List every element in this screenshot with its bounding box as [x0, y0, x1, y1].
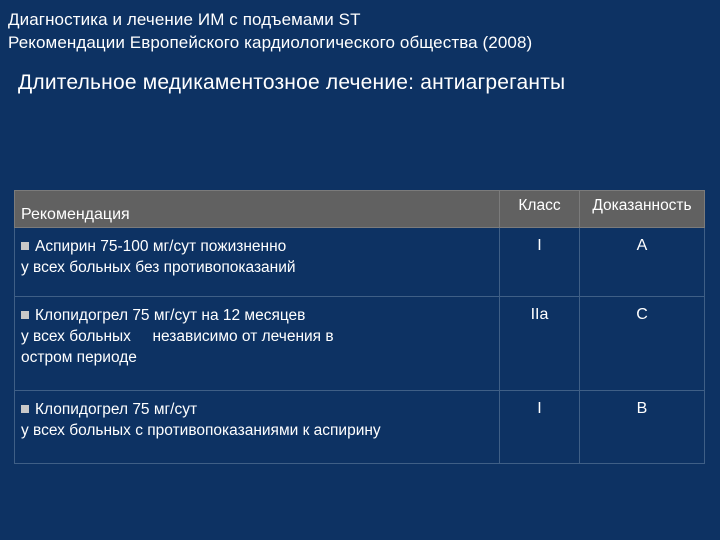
class-cell: I: [500, 391, 580, 464]
recommendation-line-1: Клопидогрел 75 мг/сут: [35, 401, 198, 418]
recommendation-line-1: Аспирин 75-100 мг/сут пожизненно: [35, 238, 287, 255]
class-cell: I: [500, 228, 580, 297]
table-row: [15, 297, 705, 391]
table-row: [15, 228, 705, 297]
evidence-cell: B: [580, 391, 705, 464]
recommendation-cell: [15, 391, 500, 464]
recommendation-line-1: Клопидогрел 75 мг/сут на 12 месяцев: [35, 307, 306, 324]
square-bullet-icon: [21, 311, 29, 319]
slide-title-line-2: Рекомендации Европейского кардиологического общества (2008): [8, 33, 533, 52]
slide-subtitle: Длительное медикаментозное лечение: антиагреганты: [18, 71, 566, 94]
evidence-cell: C: [580, 297, 705, 391]
header-recommendation: Рекомендация: [15, 191, 500, 228]
recommendation-line-2: у всех больных независимо от лечения в: [21, 328, 334, 345]
table-header-row: [15, 191, 705, 228]
recommendation-line-2: у всех больных без противопоказаний: [21, 259, 296, 276]
recommendation-line-2: у всех больных с противопоказаниями к аспирину: [21, 422, 381, 439]
recommendations-table: [14, 190, 705, 464]
class-cell: IIa: [500, 297, 580, 391]
evidence-cell: A: [580, 228, 705, 297]
recommendation-cell: [15, 297, 500, 391]
recommendation-cell: [15, 228, 500, 297]
recommendation-line-3: остром периоде: [21, 349, 137, 366]
square-bullet-icon: [21, 405, 29, 413]
header-evidence: Доказанность: [580, 191, 705, 228]
header-class: Класс: [500, 191, 580, 228]
square-bullet-icon: [21, 242, 29, 250]
slide-title-line-1: Диагностика и лечение ИМ с подъемами ST: [8, 10, 361, 29]
table-row: [15, 391, 705, 464]
